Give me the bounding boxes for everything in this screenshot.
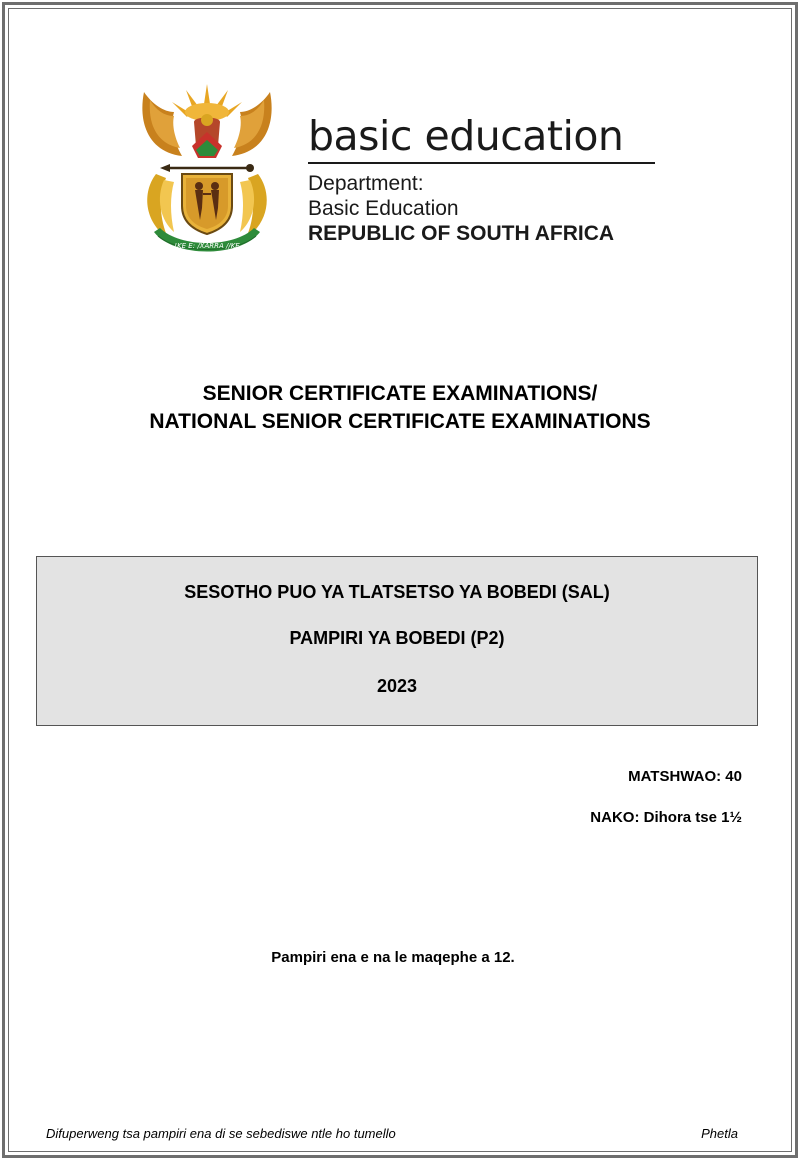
turn-over-label: Phetla [701, 1126, 738, 1141]
page-count-note: Pampiri ena e na le maqephe a 12. [271, 949, 515, 966]
country-name: REPUBLIC OF SOUTH AFRICA [308, 222, 615, 245]
south-africa-coat-of-arms-icon [134, 82, 280, 258]
brand-title: basic education [308, 112, 624, 160]
copyright-footer: Difuperweng tsa pampiri ena di se sebediswe ntle ho tumello [46, 1126, 396, 1141]
paper-number: PAMPIRI YA BOBEDI (P2) [289, 628, 505, 648]
brand-rule [308, 162, 655, 164]
crest-motto: !KE E: /XARRA //KE [174, 242, 240, 250]
exam-year: 2023 [376, 676, 418, 696]
department-name: Basic Education [308, 197, 459, 220]
marks-total: MATSHWAO: 40 [628, 768, 742, 785]
subject-name: SESOTHO PUO YA TLATSETSO YA BOBEDI (SAL) [184, 582, 610, 602]
department-label: Department: [308, 172, 424, 195]
exam-heading-line2: NATIONAL SENIOR CERTIFICATE EXAMINATIONS [149, 410, 651, 433]
subject-box [36, 556, 758, 726]
exam-duration: NAKO: Dihora tse 1½ [590, 809, 742, 826]
exam-heading-line1: SENIOR CERTIFICATE EXAMINATIONS/ [202, 382, 598, 405]
